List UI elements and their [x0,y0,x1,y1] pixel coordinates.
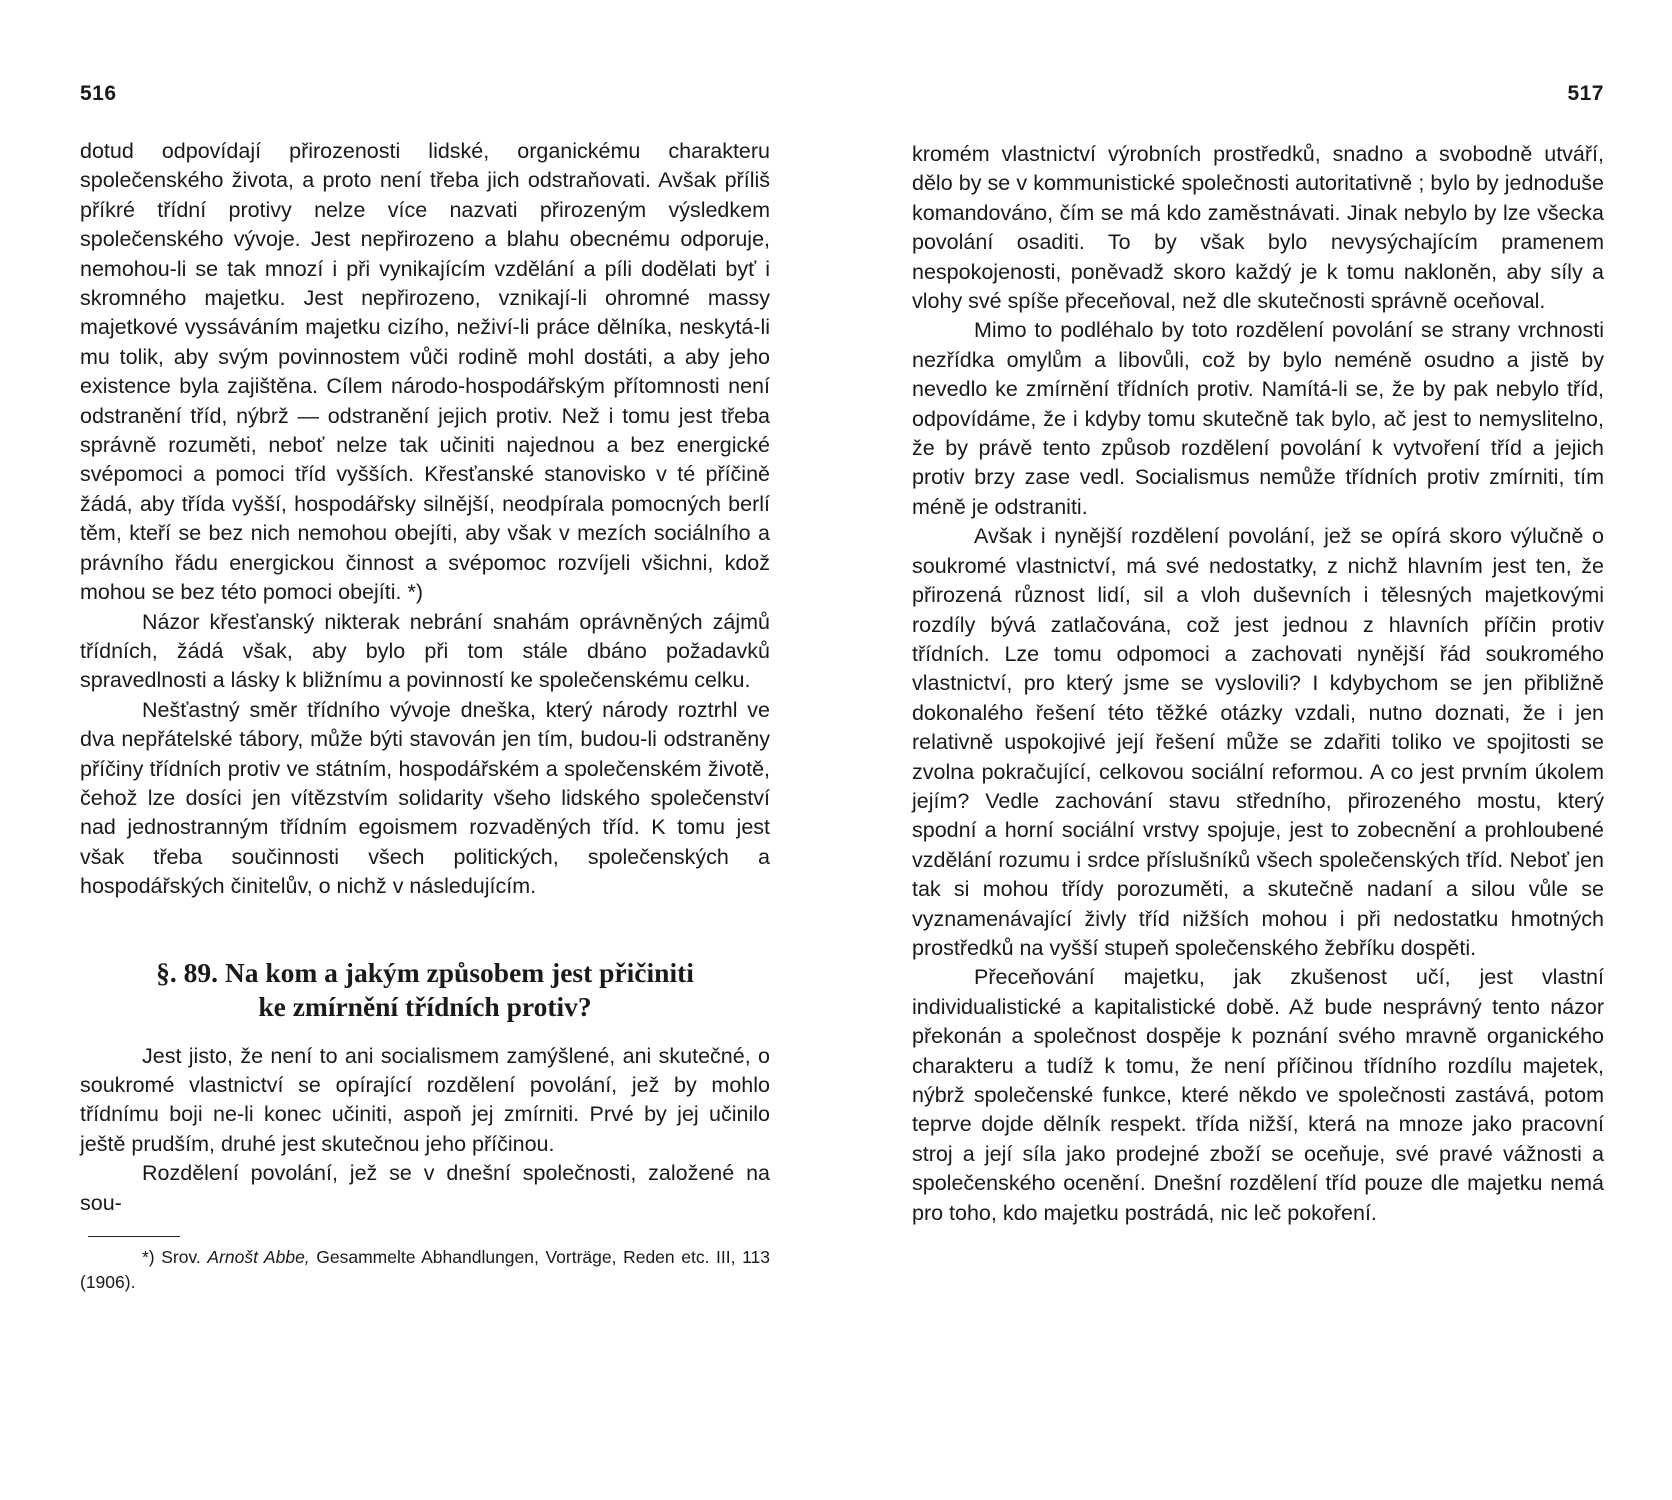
paragraph: Přeceňování majetku, jak zkušenost učí, jest vlastní individualistické a kapitalistické době. Až bude nesprávný tento názor překonán a společnost dospěje k poznání svého mravně organického charakteru a tudíž k tomu, že není příčinou třídního rozdílu majetek, nýbrž společenské funkce, které někdo ve společnosti zastává, potom teprve dojde dělník respekt. třída nižší, která na mnoze jako pracovní stroj a její síla jako prodejné zboží se oceňuje, své pravé vážnosti a společenského ocenění. Dnešní rozdělení tříd pouze dle majetku nemá pro toho, kdo majetku postrádá, nic leč pokoření. [912,965,1604,1225]
page-number: 517 [1567,82,1604,105]
footnote-divider [88,1236,180,1237]
paragraph: Jest jisto, že není to ani socialismem zamýšlené, ani skutečné, o soukromé vlastnictví se opírající rozdělení povolání, jež by mohlo třídnímu boji ne-li konec učiniti, aspoň jej zmírniti. Prvé by jej učinilo ještě prudším, druhé jest skutečnou jeho příčinou. [80,1043,770,1156]
left-page-body [80,137,770,1295]
section-heading-line: §. 89. Na kom a jakým způsobem jest přičiniti [156,956,694,988]
section-heading [80,956,770,1024]
paragraph: kromém vlastnictví výrobních prostředků, snadno a svobodně utváří, dělo by se v kommunistické společnosti autoritativně ; bylo by jednoduše komandováno, čím se má kdo zaměstnávati. Jinak nebylo by lze všecka povolání osaditi. To by však bylo nevysýchajícím pramenem nespokojenosti, poněvadž skoro každý je k tomu nakloněn, aby síly a vlohy své spíše přeceňoval, než dle skutečnosti správně oceňoval. [912,142,1604,314]
paragraph: Mimo to podléhalo by toto rozdělení povolání se strany vrchnosti nezřídka omylům a libovůli, což by bylo neméně osudno a jistě by nevedlo ke zmírnění třídních protiv. Namítá-li se, že by pak nebylo tříd, odpovídáme, že i kdyby tomu skutečně tak bylo, ač jest to nemyslitelno, že by právě tento způsob rozdělení povolání k vytvoření tříd a jejich protiv brzy zase vedl. Socialismus nemůže třídních protiv zmírniti, tím méně je odstraniti. [912,318,1604,519]
section-heading-line: ke zmírnění třídních protiv? [258,990,592,1022]
paragraph: Názor křesťanský nikterak nebrání snahám oprávněných zájmů třídních, žádá však, aby bylo při tom stále dbáno požadavků spravedlnosti a lásky k bližnímu a povinností ke společenskému celku. [80,609,770,693]
footnote-author: Arnošt Abbe, [207,1247,310,1267]
page-number: 516 [80,82,117,105]
right-page [912,0,1604,1500]
footnote [80,1245,770,1295]
left-page [80,0,770,1500]
paragraph: Nešťastný směr třídního vývoje dneška, který národy roztrhl ve dva nepřátelské tábory, může býti stavován jen tím, budou-li odstraněny příčiny třídních protiv ve státním, hospodářském a společenském životě, čehož lze dosíci jen vítězstvím solidarity všeho lidského společenství nad jednostranným třídním egoismem rozvaděných tříd. K tomu jest však třeba součinnosti všech politických, společenských a hospodářských činitelův, o nichž v následujícím. [80,697,770,899]
right-page-body [912,140,1604,1228]
paragraph: Avšak i nynější rozdělení povolání, jež se opírá skoro výlučně o soukromé vlastnictví, má své nedostatky, z nichž hlavním jest ten, že přirozená různost lidí, sil a vloh duševních i tělesných majetkovými rozdíly bývá zatlačována, což jest jednou z hlavních příčin protiv třídních. Lze tomu odpomoci a zachovati nynější řád soukromého vlastnictví, pro který jsme se vyslovili? I kdybychom se jen přibližně dokonalého řešení této těžké otázky vzdali, nutno doznati, že i jen relativně uspokojivé její řešení může se zdařiti toliko ve spojitosti se zvolna pokračující, celkovou sociální reformou. A co jest prvním úkolem jejím? Vedle zachování stavu středního, přirozeného mostu, který spodní a horní sociální vrstvy spojuje, jest to zobecnění a prohloubené vzdělání rozumu i srdce příslušníků všech společenských tříd. Neboť jen tak si mohou třídy porozuměti, a skutečně nadaní a silou vůle se vyznamenávající živly tříd nižších mohou i při nedostatku hmotných prostředků na vyšší stupeň společenského žebříku dospěti. [912,524,1604,960]
paragraph: dotud odpovídají přirozenosti lidské, organickému charakteru společenského života, a proto není třeba jich odstraňovati. Avšak příliš příkré třídní protivy nelze více nazvati přirozeným výsledkem společenského vývoje. Jest nepřirozeno a blahu obecnému odporuje, nemohou-li se tak mnozí i při vynikajícím vzdělání a píli dodělati byť i skromného majetku. Jest nepřirozeno, vznikají-li ohromné massy majetkové vyssáváním majetku cizího, neživí-li práce dělníka, neskytá-li mu tolik, aby svým povinnostem vůči rodině mohl dostáti, a aby jeho existence byla zajištěna. Cílem národo-hospodářským přítomnosti není odstranění tříd, nýbrž — odstranění jejich protiv. Než i tomu jest třeba správně rozuměti, neboť nelze tak učiniti najednou a bez energické svépomoci a pomoci tříd vyšších. Křesťanské stanovisko v té příčině žádá, aby třída vyšší, hospodářsky silnější, neodpírala pomocných berlí těm, kteří se bez nich nemohou obejíti, aby však v mezích sociálního a právního řádu energickou činnost a svépomoc rozvíjeli všichni, kdož mohou se bez této pomoci obejíti. *) [80,139,770,605]
footnote-marker: *) Srov. [142,1247,201,1267]
paragraph: Rozdělení povolání, jež se v dnešní společnosti, založené na sou- [80,1161,770,1215]
footnote-text: Gesammelte Abhandlungen, Vorträge, Reden etc. III, 113 (1906). [80,1247,770,1292]
